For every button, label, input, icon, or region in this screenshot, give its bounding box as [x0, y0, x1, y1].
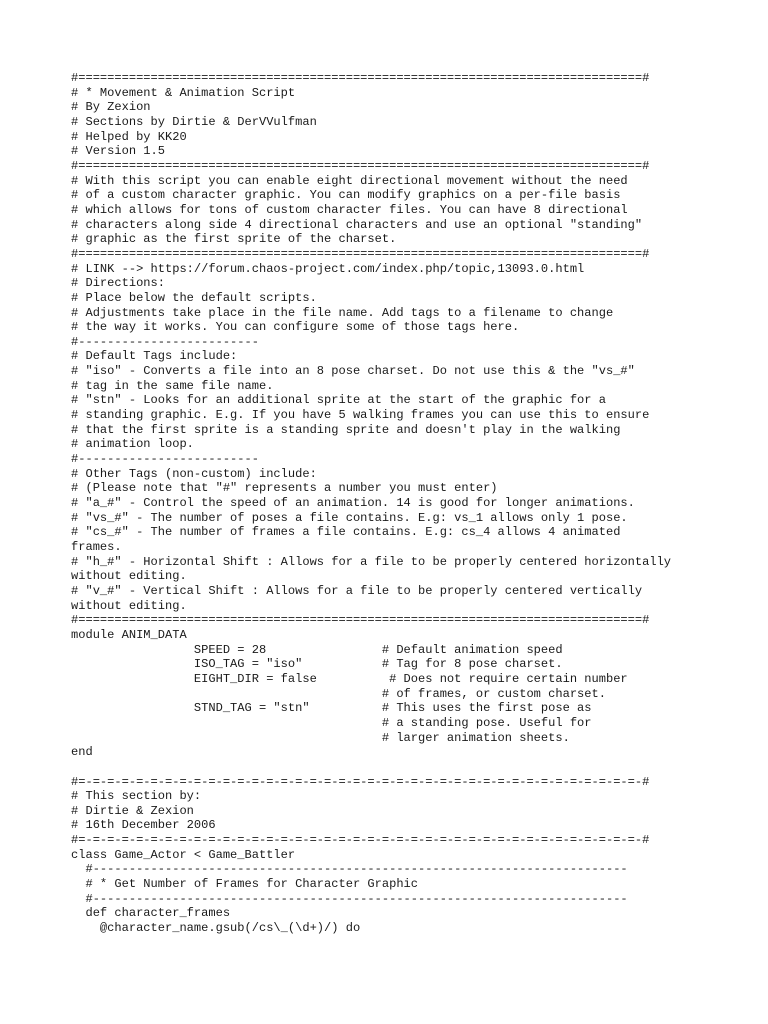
code-line: # (Please note that "#" represents a number you must enter): [71, 481, 498, 496]
code-line: #==============================================================================#: [71, 246, 650, 261]
code-line: # "a_#" - Control the speed of an animation. 14 is good for longer animations.: [71, 496, 635, 511]
code-line: #==============================================================================#: [71, 158, 650, 173]
code-line: without editing.: [71, 598, 187, 613]
code-line: # "v_#" - Vertical Shift : Allows for a file to be properly centered vertically: [71, 583, 643, 598]
script-text: [71, 71, 671, 936]
code-line: # that the first sprite is a standing sprite and doesn't play in the walking: [71, 422, 621, 437]
code-line: # With this script you can enable eight directional movement without the need: [71, 173, 628, 188]
code-line: EIGHT_DIR = false # Does not require certain number: [71, 671, 628, 686]
code-line: # which allows for tons of custom character files. You can have 8 directional: [71, 202, 628, 217]
code-line: # Directions:: [71, 276, 165, 291]
code-line: # a standing pose. Useful for: [71, 715, 592, 730]
code-line: # Helped by KK20: [71, 129, 187, 144]
code-line: # LINK --> https://forum.chaos-project.com/index.php/topic,13093.0.html: [71, 261, 585, 276]
code-line: # tag in the same file name.: [71, 378, 274, 393]
code-line: STND_TAG = "stn" # This uses the first pose as: [71, 701, 592, 716]
code-line: # * Movement & Animation Script: [71, 85, 296, 100]
code-line: ISO_TAG = "iso" # Tag for 8 pose charset.: [71, 657, 563, 672]
code-line: end: [71, 745, 93, 760]
code-line: #==============================================================================#: [71, 613, 650, 628]
code-line: # "cs_#" - The number of frames a file contains. E.g: cs_4 allows 4 animated: [71, 525, 621, 540]
code-line: SPEED = 28 # Default animation speed: [71, 642, 563, 657]
code-line: # graphic as the first sprite of the charset.: [71, 232, 397, 247]
code-line: [71, 760, 671, 775]
code-line: class Game_Actor < Game_Battler: [71, 847, 296, 862]
code-line: # Default Tags include:: [71, 349, 238, 364]
code-line: def character_frames: [71, 906, 231, 921]
code-line: # of frames, or custom charset.: [71, 686, 606, 701]
code-line: frames.: [71, 540, 122, 554]
code-line: # Sections by Dirtie & DerVVulfman: [71, 114, 317, 129]
code-line: module ANIM_DATA: [71, 627, 187, 642]
code-line: # This section by:: [71, 789, 202, 804]
code-line: # characters along side 4 directional characters and use an optional "standing": [71, 217, 643, 232]
code-line: # "h_#" - Horizontal Shift : Allows for a file to be properly centered horizontally: [71, 554, 672, 569]
code-line: # of a custom character graphic. You can modify graphics on a per-file basis: [71, 188, 621, 203]
code-line: #==============================================================================#: [71, 71, 650, 85]
code-line: #--------------------------------------------------------------------------: [71, 862, 628, 877]
code-line: # "vs_#" - The number of poses a file contains. E.g: vs_1 allows only 1 pose.: [71, 510, 628, 525]
code-line: # * Get Number of Frames for Character Graphic: [71, 877, 419, 892]
code-line: without editing.: [71, 569, 187, 584]
code-line: # standing graphic. E.g. If you have 5 walking frames you can use this to ensure: [71, 408, 650, 423]
code-line: # Dirtie & Zexion: [71, 803, 194, 818]
code-line: # animation loop.: [71, 437, 194, 452]
code-line: #-------------------------: [71, 452, 259, 467]
code-line: # larger animation sheets.: [71, 730, 570, 745]
code-line: # Other Tags (non-custom) include:: [71, 466, 317, 481]
code-line: # "stn" - Looks for an additional sprite at the start of the graphic for a: [71, 393, 606, 408]
code-line: # Place below the default scripts.: [71, 290, 317, 305]
code-line: # the way it works. You can configure some of those tags here.: [71, 320, 520, 335]
code-line: #=-=-=-=-=-=-=-=-=-=-=-=-=-=-=-=-=-=-=-=-=-=-=-=-=-=-=-=-=-=-=-=-=-=-=-=-=-=-=-#: [71, 833, 650, 848]
code-line: # Version 1.5: [71, 144, 165, 159]
code-line: #=-=-=-=-=-=-=-=-=-=-=-=-=-=-=-=-=-=-=-=-=-=-=-=-=-=-=-=-=-=-=-=-=-=-=-=-=-=-=-#: [71, 774, 650, 789]
code-line: # By Zexion: [71, 100, 151, 115]
code-line: # 16th December 2006: [71, 818, 216, 833]
code-line: # Adjustments take place in the file name. Add tags to a filename to change: [71, 305, 614, 320]
code-line: #--------------------------------------------------------------------------: [71, 891, 628, 906]
code-line: # "iso" - Converts a file into an 8 pose charset. Do not use this & the "vs_#": [71, 364, 635, 379]
code-line: #-------------------------: [71, 334, 259, 349]
code-line: @character_name.gsub(/cs\_(\d+)/) do: [71, 921, 361, 936]
